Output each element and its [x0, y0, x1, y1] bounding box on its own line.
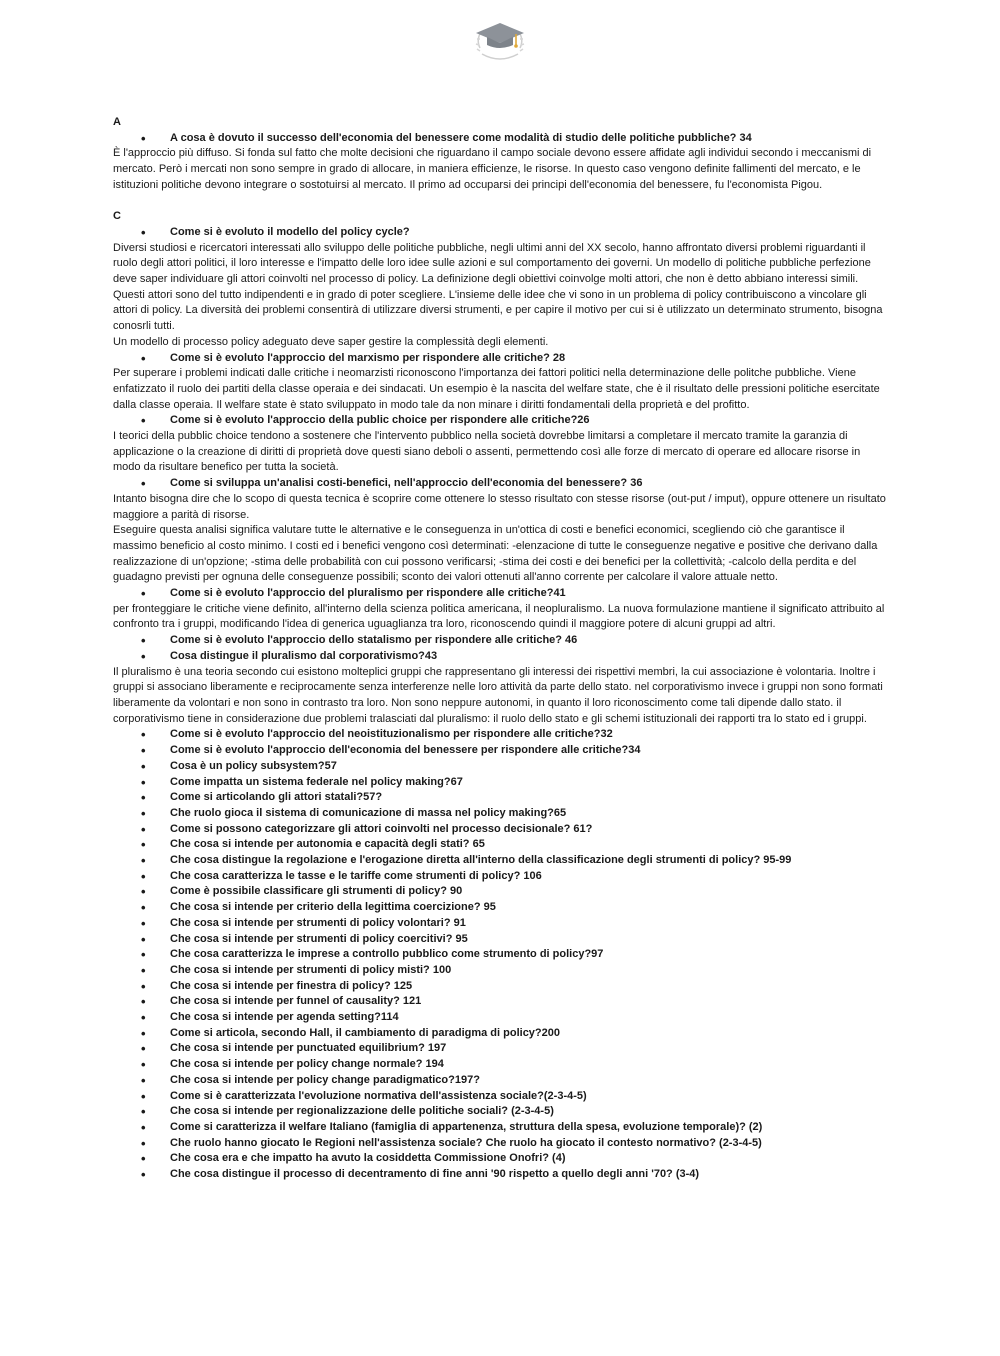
question-item: • Che cosa era e che impatto ha avuto la cosiddetta Commissione Onofri? (4): [113, 1151, 889, 1167]
question-item: • Che cosa si intende per policy change paradigmatico?197?: [113, 1073, 889, 1089]
question-item: • Che cosa si intende per punctuated equilibrium? 197: [113, 1041, 889, 1057]
section-letter-c: C: [113, 210, 121, 223]
answer-paragraph: I teorici della pubblic choice tendono a sostenere che l'intervento pubblico nella società dovrebbe limitarsi a completare il mercato tramite la garanzia di applicazione o la creazione di diritti di proprietà dove questi siano deboli o assenti, permettendo così alle forze di mercato di operare ed allocare risorse in modo da risultare benefico per tutta la società.: [113, 430, 861, 474]
question-item: • Come si possono categorizzare gli attori coinvolti nel processo decisionale? 61?: [113, 822, 889, 838]
question-item: • Come si caratterizza il welfare Italiano (famiglia di appartenenza, struttura della spesa, evoluzione temporale)? (2): [113, 1120, 889, 1136]
question-item: • Che cosa distingue la regolazione e l'erogazione diretta all'interno della classificazione degli strumenti di policy? 95-99: [113, 853, 889, 869]
spacer: [113, 194, 889, 210]
answer-paragraph: Eseguire questa analisi significa valutare tutte le alternative e le conseguenza in un'ottica di costi e benefici economici, scegliendo ciò che garantisce il massimo beneficio al costo minimo. I costi ed i benefici vengono così determinati: -elenzacione di tutte le conseguenze negative e positive che derivano dalla realizzazione di un'opzione; -stima delle probabilità con cui possono verificarsi; -stima dei costi e dei benefici per la collettività; -calcolo della perdita e del guadagno previsti per ognuna delle conseguenze possibili; sconto dei valori ottenuti all'anno corrente per calcolare il valore attuale netto.: [113, 524, 878, 584]
question-item: • Che cosa si intende per funnel of causality? 121: [113, 994, 889, 1010]
question-list: [113, 727, 889, 1182]
question-item: • Che cosa si intende per policy change normale? 194: [113, 1057, 889, 1073]
question-item: • Che cosa caratterizza le tasse e le tariffe come strumenti di policy? 106: [113, 869, 889, 885]
question-item: • Come si articola, secondo Hall, il cambiamento di paradigma di policy?200: [113, 1026, 889, 1042]
question-item: • Che cosa si intende per autonomia e capacità degli stati? 65: [113, 837, 889, 853]
answer-paragraph: Un modello di processo policy adeguato deve saper gestire la complessità degli elementi.: [113, 335, 549, 348]
question-item: • Che ruolo gioca il sistema di comunicazione di massa nel policy making?65: [113, 806, 889, 822]
question-item: • Che cosa si intende per strumenti di policy coercitivi? 95: [113, 932, 889, 948]
answer-paragraph: Intanto bisogna dire che lo scopo di questa tecnica è scoprire come ottenere lo stesso risultato con stesse risorse (out-put / imput), oppure ottenere un risultato maggiore a parità di risorse.: [113, 492, 886, 521]
question-item: • Come si è evoluto l'approccio dell'economia del benessere per rispondere alle critiche?34: [113, 743, 889, 759]
answer-paragraph: È l'approccio più diffuso. Si fonda sul fatto che molte decisioni che riguardano il campo sociale devono essere affidate agli individui secondo i meccanismi di mercato. Però i mercati non sono sempre in grado di allocare, in maniera efficienze, le risorse. In questo caso vengono definite fallimenti del mercato, e le istituzioni politiche devono integrare o sostotuirsi al mercato. Il primo ad occuparsi dei principi dell'economia del benessere, fu l'economista Pigou.: [113, 147, 872, 191]
question-item: • Che cosa caratterizza le imprese a controllo pubblico come strumento di policy?97: [113, 947, 889, 963]
question-item: • Come si è evoluto l'approccio del pluralismo per rispondere alle critiche?41: [113, 586, 889, 602]
question-item: • Come si è caratterizzata l'evoluzione normativa dell'assistenza sociale?(2-3-4-5): [113, 1089, 889, 1105]
question-item: • Cosa è un policy subsystem?57: [113, 759, 889, 775]
question-item: • Come si è evoluto il modello del policy cycle?: [113, 225, 889, 241]
question-item: • Come si è evoluto l'approccio dello statalismo per rispondere alle critiche? 46: [113, 633, 889, 649]
question-item: • Come è possibile classificare gli strumenti di policy? 90: [113, 884, 889, 900]
question-item: • Come impatta un sistema federale nel policy making?67: [113, 775, 889, 791]
question-item: • Come si è evoluto l'approccio della public choice per rispondere alle critiche?26: [113, 413, 889, 429]
answer-paragraph: per fronteggiare le critiche viene definito, all'interno della scienza politica americana, il neopluralismo. La nuova formulazione mantiene il significato attribuito al confronto tra i gruppi, modificando l'idea di generica uguaglianza tra loro, riconoscendo quindi il maggiore potere di alcuni gruppi ad altri.: [113, 602, 885, 631]
question-item: • Come si articolando gli attori statali?57?: [113, 790, 889, 806]
question-item: • Cosa distingue il pluralismo dal corporativismo?43: [113, 649, 889, 665]
answer-paragraph: Diversi studiosi e ricercatori interessati allo sviluppo delle politiche pubbliche, negli ultimi anni del XX secolo, hanno affrontato diversi problemi riguardanti il ruolo degli attori politici, il loro interesse e l'impatto delle loro idee sulle azioni e sul comportamento dei governi. Un modello di politiche pubbliche perfezione deve saper individuare gli attori coinvolti nel processo di policy. La definizione degli obiettivi coinvolge molti attori, che non è detto abbiano interessi simili. Questi attori sono del tutto indipendenti e in grado di poter scegliere. L'insieme delle idee che vi sono in un problema di policy contribuiscono a vincolare gli attori di policy. La diversità dei problemi consentirà di utilizzare diversi strumenti, e per capire il motivo per cui si è utilizzato un determinato strumento, bisogna conosrli tutti.: [113, 241, 883, 333]
question-item: • Come si sviluppa un'analisi costi-benefici, nell'approccio dell'economia del benessere? 36: [113, 476, 889, 492]
question-item: • Che cosa si intende per finestra di policy? 125: [113, 979, 889, 995]
question-item: • Che cosa si intende per regionalizzazione delle politiche sociali? (2-3-4-5): [113, 1104, 889, 1120]
section-letter-a: A: [113, 116, 121, 128]
question-item: • Che ruolo hanno giocato le Regioni nell'assistenza sociale? Che ruolo ha giocato il contesto normativo? (2-3-4-5): [113, 1136, 889, 1152]
question-item: • Come si è evoluto l'approccio del neoistituzionalismo per rispondere alle critiche?32: [113, 727, 889, 743]
answer-paragraph: Il pluralismo è una teoria secondo cui esistono molteplici gruppi che rappresentano gli interessi dei rispettivi membri, la cui associazione è volontaria. Inoltre i gruppi si associano liberamente e reciprocamente senza interferenze nelle loro attività da parte dello stato. nel corporativismo invece i gruppi non sono formati liberamente da volontari e non sono in contrasto tra loro. Non sono neppure autonomi, in quanto il loro riconoscimento come tali dipende dallo stato. il corporativismo tiene in considerazione due problemi tralasciati dal pluralismo: il ruolo dello stato e gli schemi istituzionali dei rapporti tra lo stato ed i gruppi.: [113, 665, 883, 725]
question-item: • Che cosa si intende per agenda setting?114: [113, 1010, 889, 1026]
question-item: • Come si è evoluto l'approccio del marxismo per rispondere alle critiche? 28: [113, 351, 889, 367]
graduation-cap-icon: [472, 18, 528, 64]
question-item: • Che cosa distingue il processo di decentramento di fine anni '90 rispetto a quello degli anni '70? (3-4): [113, 1167, 889, 1183]
question-item: • A cosa è dovuto il successo dell'economia del benessere come modalità di studio delle politiche pubbliche? 34: [113, 131, 889, 147]
answer-paragraph: Per superare i problemi indicati dalle critiche i neomarzisti riconoscono l'importanza dei fattori politici nella determinazione delle politche pubbliche. Viene enfatizzato il ruolo dei partiti della classe operaia e dei sindacati. Un esempio è la nascita del welfare state, che è il risultato delle pressioni politiche esercitate dalla classe operaia. Il welfare state è stato sviluppato in modo tale da non minare i diritti fondamentali della proprietà e del profitto.: [113, 367, 880, 411]
question-item: • Che cosa si intende per criterio della legittima coercizione? 95: [113, 900, 889, 916]
question-item: • Che cosa si intende per strumenti di policy misti? 100: [113, 963, 889, 979]
question-item: • Che cosa si intende per strumenti di policy volontari? 91: [113, 916, 889, 932]
document-body: [113, 115, 889, 1183]
